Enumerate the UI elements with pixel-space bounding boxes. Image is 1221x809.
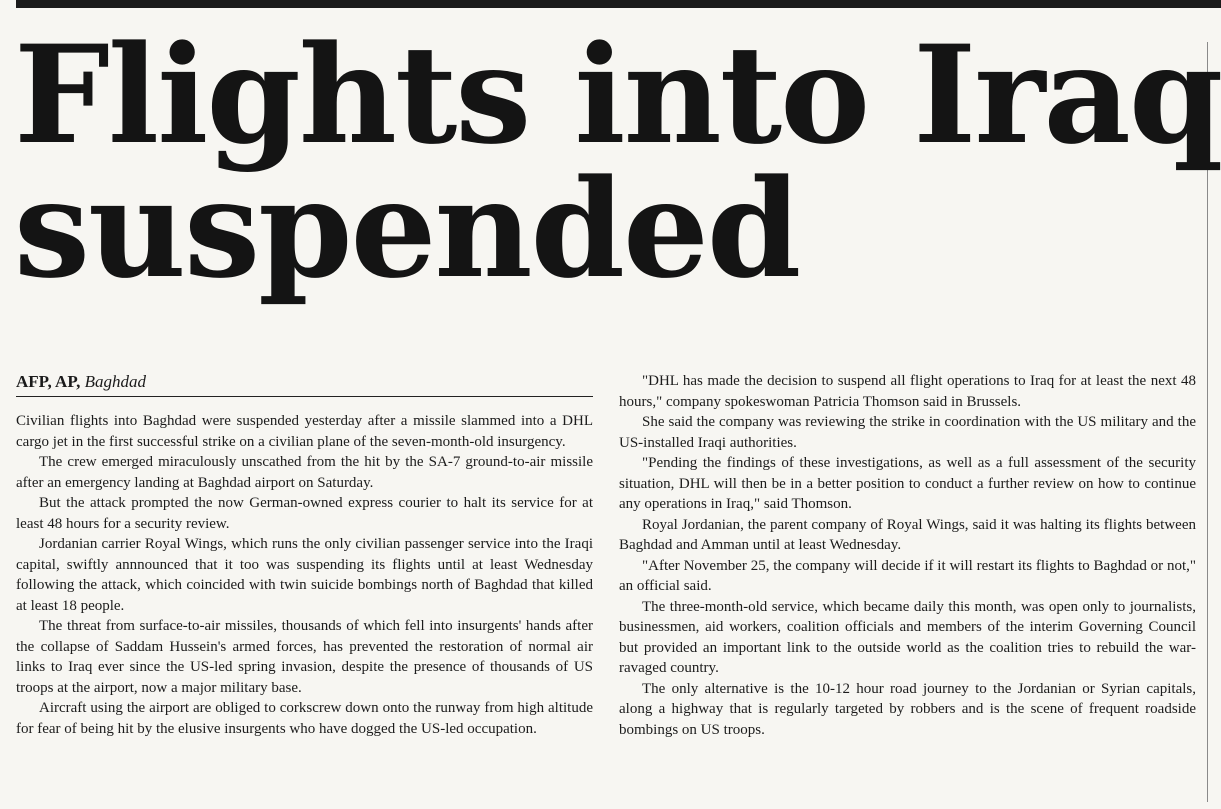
paragraph: "DHL has made the decision to suspend all flight operations to Iraq for at least the next 48 hours," company spokeswoman Patricia Thomson said in Brussels. <box>619 373 1196 410</box>
paragraph: Aircraft using the airport are obliged to corkscrew down onto the runway from high altitude for fear of being hit by the elusive insurgents who have dogged the US-led occupation. <box>16 700 593 737</box>
paragraph: Jordanian carrier Royal Wings, which runs the only civilian passenger service into the Iraqi capital, swiftly annnounced that it too was suspending its flights until at least Wednesday following the attack, which coincided with twin suicide bombings north of Baghdad that killed at least 18 people. <box>16 536 593 614</box>
paragraph: But the attack prompted the now German-owned express courier to halt its service for at least 48 hours for a security review. <box>16 495 593 532</box>
headline <box>14 15 1221 308</box>
paragraph: The only alternative is the 10-12 hour road journey to the Jordanian or Syrian capitals, along a highway that is regularly targeted by robbers and is the scene of frequent roadside bombings on US troops. <box>619 680 1196 738</box>
headline-line-1: Flights into Iraq <box>14 15 1221 174</box>
byline <box>16 372 593 397</box>
paragraph: The crew emerged miraculously unscathed from the hit by the SA-7 ground-to-air missile after an emergency landing at Baghdad airport on Saturday. <box>16 454 593 491</box>
paragraph: The three-month-old service, which became daily this month, was open only to journalists, businessmen, aid workers, coalition officials and members of the interim Governing Council but provided an important link to the outside world as the coalition tries to rebuild the war-ravaged country. <box>619 598 1196 676</box>
paragraph: Royal Jordanian, the parent company of Royal Wings, said it was halting its flights between Baghdad and Amman until at least Wednesday. <box>619 516 1196 553</box>
article-column-right <box>619 371 1196 740</box>
byline-agencies: AFP, AP, <box>16 372 81 391</box>
headline-line-2: suspended <box>14 149 800 308</box>
paragraph: "Pending the findings of these investigations, as well as a full assessment of the security situation, DHL will then be in a better position to conduct a further review on how to continue any operations in Iraq," said Thomson. <box>619 455 1196 512</box>
paragraph: The threat from surface-to-air missiles, thousands of which fell into insurgents' hands after the collapse of Saddam Hussein's armed forces, has prevented the restoration of normal air links to Iraq ever since the US-led spring invasion, despite the presence of thousands of US troops at the airport, now a major military base. <box>16 618 593 696</box>
paragraph: She said the company was reviewing the strike in coordination with the US military and the US-installed Iraqi authorities. <box>619 414 1196 451</box>
paragraph: Civilian flights into Baghdad were suspended yesterday after a missile slammed into a DHL cargo jet in the first successful strike on a civilian plane of the seven-month-old insurgency. <box>16 413 593 450</box>
top-rule <box>16 0 1221 8</box>
article-column-left <box>16 411 593 739</box>
paragraph: "After November 25, the company will decide if it will restart its flights to Baghdad or not," an official said. <box>619 557 1196 594</box>
byline-place: Baghdad <box>84 372 147 391</box>
